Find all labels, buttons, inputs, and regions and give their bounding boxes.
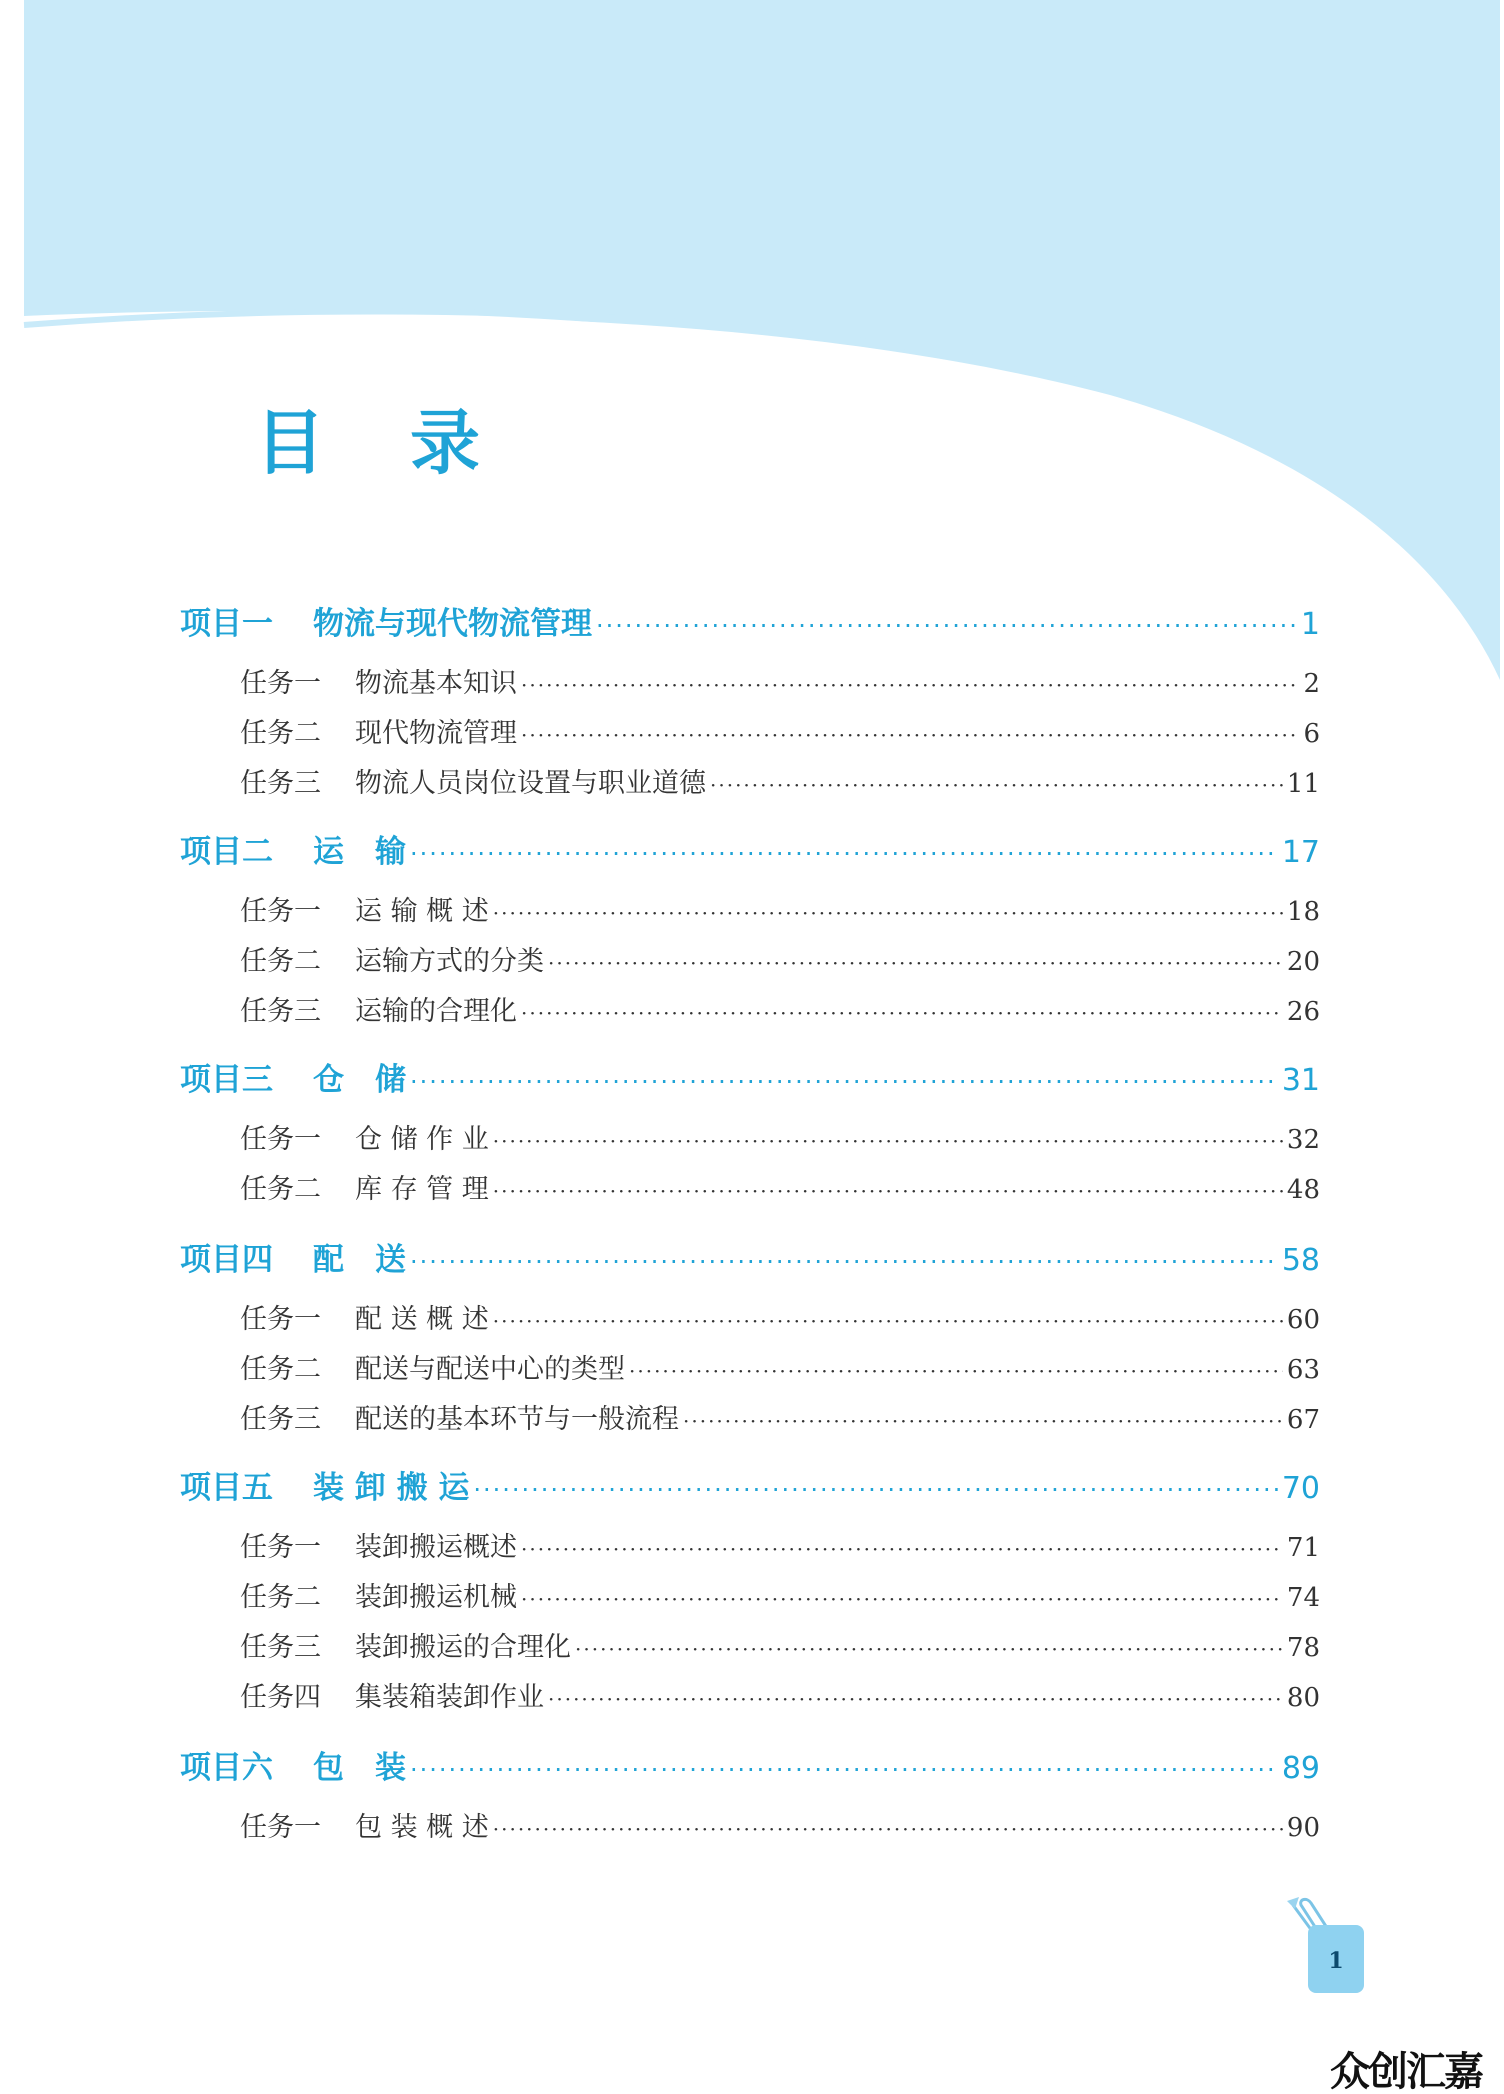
toc-task-row[interactable] <box>240 1525 1320 1564</box>
dot-leader <box>521 1587 1283 1611</box>
task-number: 任务三 <box>240 996 321 1027</box>
project-number: 项目三 <box>180 1062 273 1098</box>
toc-project-row[interactable] <box>180 1054 1320 1099</box>
toc-task-row[interactable] <box>240 761 1320 800</box>
task-number: 任务一 <box>240 1304 321 1335</box>
task-page-number: 18 <box>1286 897 1320 927</box>
toc-task-row[interactable] <box>240 1575 1320 1614</box>
task-number: 任务二 <box>240 1582 321 1613</box>
task-label <box>240 1525 517 1564</box>
task-page-number: 78 <box>1286 1633 1320 1663</box>
toc-task-row[interactable] <box>240 711 1320 750</box>
dot-leader <box>493 1179 1283 1203</box>
project-label <box>180 1054 406 1099</box>
task-label <box>240 1117 489 1156</box>
task-number: 任务一 <box>240 896 321 927</box>
dot-leader <box>548 1687 1283 1711</box>
task-number: 任务四 <box>240 1682 321 1713</box>
task-title: 运输的合理化 <box>355 996 517 1027</box>
task-page-number: 2 <box>1303 669 1320 699</box>
toc-task-row[interactable] <box>240 1297 1320 1336</box>
dot-leader <box>410 840 1278 868</box>
dot-leader <box>493 1309 1283 1333</box>
task-number: 任务一 <box>240 1812 321 1843</box>
toc-task-row[interactable] <box>240 1675 1320 1714</box>
project-number: 项目五 <box>180 1470 273 1506</box>
project-label <box>180 1234 406 1279</box>
project-number: 项目四 <box>180 1242 273 1278</box>
task-number: 任务三 <box>240 1404 321 1435</box>
dot-leader <box>521 1537 1283 1561</box>
task-label <box>240 1625 571 1664</box>
task-title: 物流人员岗位设置与职业道德 <box>355 768 706 799</box>
dot-leader <box>575 1637 1283 1661</box>
task-number: 任务二 <box>240 718 321 749</box>
dot-leader <box>710 773 1283 797</box>
task-page-number: 67 <box>1286 1405 1320 1435</box>
task-label <box>240 1675 544 1714</box>
task-label <box>240 1397 679 1436</box>
project-label <box>180 1742 406 1787</box>
watermark-text: 众创汇嘉 <box>1330 2049 1482 2094</box>
project-page-number: 58 <box>1281 1243 1320 1278</box>
task-page-number: 26 <box>1286 997 1320 1027</box>
project-page-number: 31 <box>1281 1063 1320 1098</box>
project-number: 项目六 <box>180 1750 273 1786</box>
task-number: 任务一 <box>240 1124 321 1155</box>
project-title: 运 输 <box>313 834 406 870</box>
task-title: 装卸搬运机械 <box>355 1582 517 1613</box>
task-number: 任务二 <box>240 1354 321 1385</box>
toc-task-row[interactable] <box>240 1347 1320 1386</box>
page-title <box>255 402 480 484</box>
task-title: 配送的基本环节与一般流程 <box>355 1404 679 1435</box>
task-label <box>240 1805 489 1844</box>
task-label <box>240 761 706 800</box>
project-label <box>180 1462 469 1507</box>
toc-task-row[interactable] <box>240 889 1320 928</box>
title-char-2: 录 <box>410 402 480 484</box>
task-label <box>240 1347 625 1386</box>
dot-leader <box>521 1001 1283 1025</box>
task-page-number: 20 <box>1286 947 1320 977</box>
task-page-number: 71 <box>1286 1533 1320 1563</box>
task-label <box>240 1575 517 1614</box>
project-label <box>180 826 406 871</box>
toc-project-row[interactable] <box>180 1742 1320 1787</box>
title-char-1: 目 <box>255 402 325 484</box>
toc-task-row[interactable] <box>240 1805 1320 1844</box>
dot-leader <box>410 1756 1278 1784</box>
task-label <box>240 939 544 978</box>
task-number: 任务二 <box>240 946 321 977</box>
dot-leader <box>521 723 1299 747</box>
project-title: 装 卸 搬 运 <box>313 1470 470 1506</box>
task-page-number: 6 <box>1303 719 1320 749</box>
project-page-number: 1 <box>1300 607 1320 642</box>
task-title: 物流基本知识 <box>355 668 517 699</box>
toc-task-row[interactable] <box>240 939 1320 978</box>
project-title: 包 装 <box>313 1750 406 1786</box>
dot-leader <box>548 951 1283 975</box>
project-title: 物流与现代物流管理 <box>313 606 592 642</box>
task-page-number: 48 <box>1286 1175 1320 1205</box>
dot-leader <box>493 1129 1283 1153</box>
task-title: 现代物流管理 <box>355 718 517 749</box>
task-number: 任务一 <box>240 1532 321 1563</box>
toc-task-row[interactable] <box>240 661 1320 700</box>
task-title: 配送与配送中心的类型 <box>355 1354 625 1385</box>
task-label <box>240 1297 489 1336</box>
task-title: 运输方式的分类 <box>355 946 544 977</box>
dot-leader <box>683 1409 1283 1433</box>
task-label <box>240 1167 489 1206</box>
dot-leader <box>596 612 1297 640</box>
task-number: 任务三 <box>240 1632 321 1663</box>
project-title: 配 送 <box>313 1242 406 1278</box>
dot-leader <box>493 1817 1283 1841</box>
toc-project-row[interactable] <box>180 1234 1320 1279</box>
dot-leader <box>521 673 1299 697</box>
dot-leader <box>410 1248 1278 1276</box>
task-title: 集装箱装卸作业 <box>355 1682 544 1713</box>
project-label <box>180 598 592 643</box>
task-page-number: 80 <box>1286 1683 1320 1713</box>
page-number: 1 <box>1328 1948 1344 1974</box>
project-number: 项目二 <box>180 834 273 870</box>
task-label <box>240 661 517 700</box>
toc-project-row[interactable] <box>180 598 1320 643</box>
dot-leader <box>473 1476 1277 1504</box>
dot-leader <box>493 901 1283 925</box>
dot-leader <box>629 1359 1283 1383</box>
task-number: 任务二 <box>240 1174 321 1205</box>
task-page-number: 63 <box>1286 1355 1320 1385</box>
toc-task-row[interactable] <box>240 1625 1320 1664</box>
project-number: 项目一 <box>180 606 273 642</box>
dot-leader <box>410 1068 1278 1096</box>
task-page-number: 74 <box>1286 1583 1320 1613</box>
task-page-number: 90 <box>1286 1813 1320 1843</box>
task-page-number: 11 <box>1286 769 1320 799</box>
task-page-number: 32 <box>1286 1125 1320 1155</box>
task-number: 任务三 <box>240 768 321 799</box>
project-title: 仓 储 <box>313 1062 406 1098</box>
project-page-number: 17 <box>1281 835 1320 870</box>
task-label <box>240 889 489 928</box>
task-title: 仓 储 作 业 <box>355 1124 489 1155</box>
task-label <box>240 711 517 750</box>
toc-task-row[interactable] <box>240 1167 1320 1206</box>
toc-project-row[interactable] <box>180 826 1320 871</box>
task-number: 任务一 <box>240 668 321 699</box>
project-page-number: 70 <box>1281 1471 1320 1506</box>
task-title: 包 装 概 述 <box>355 1812 489 1843</box>
task-title: 装卸搬运概述 <box>355 1532 517 1563</box>
task-title: 运 输 概 述 <box>355 896 489 927</box>
toc-project-row[interactable] <box>180 1462 1320 1507</box>
toc-task-row[interactable] <box>240 989 1320 1028</box>
toc-task-row[interactable] <box>240 1397 1320 1436</box>
task-title: 库 存 管 理 <box>355 1174 489 1205</box>
task-page-number: 60 <box>1286 1305 1320 1335</box>
task-title: 配 送 概 述 <box>355 1304 489 1335</box>
task-title: 装卸搬运的合理化 <box>355 1632 571 1663</box>
toc-task-row[interactable] <box>240 1117 1320 1156</box>
task-label <box>240 989 517 1028</box>
project-page-number: 89 <box>1281 1751 1320 1786</box>
